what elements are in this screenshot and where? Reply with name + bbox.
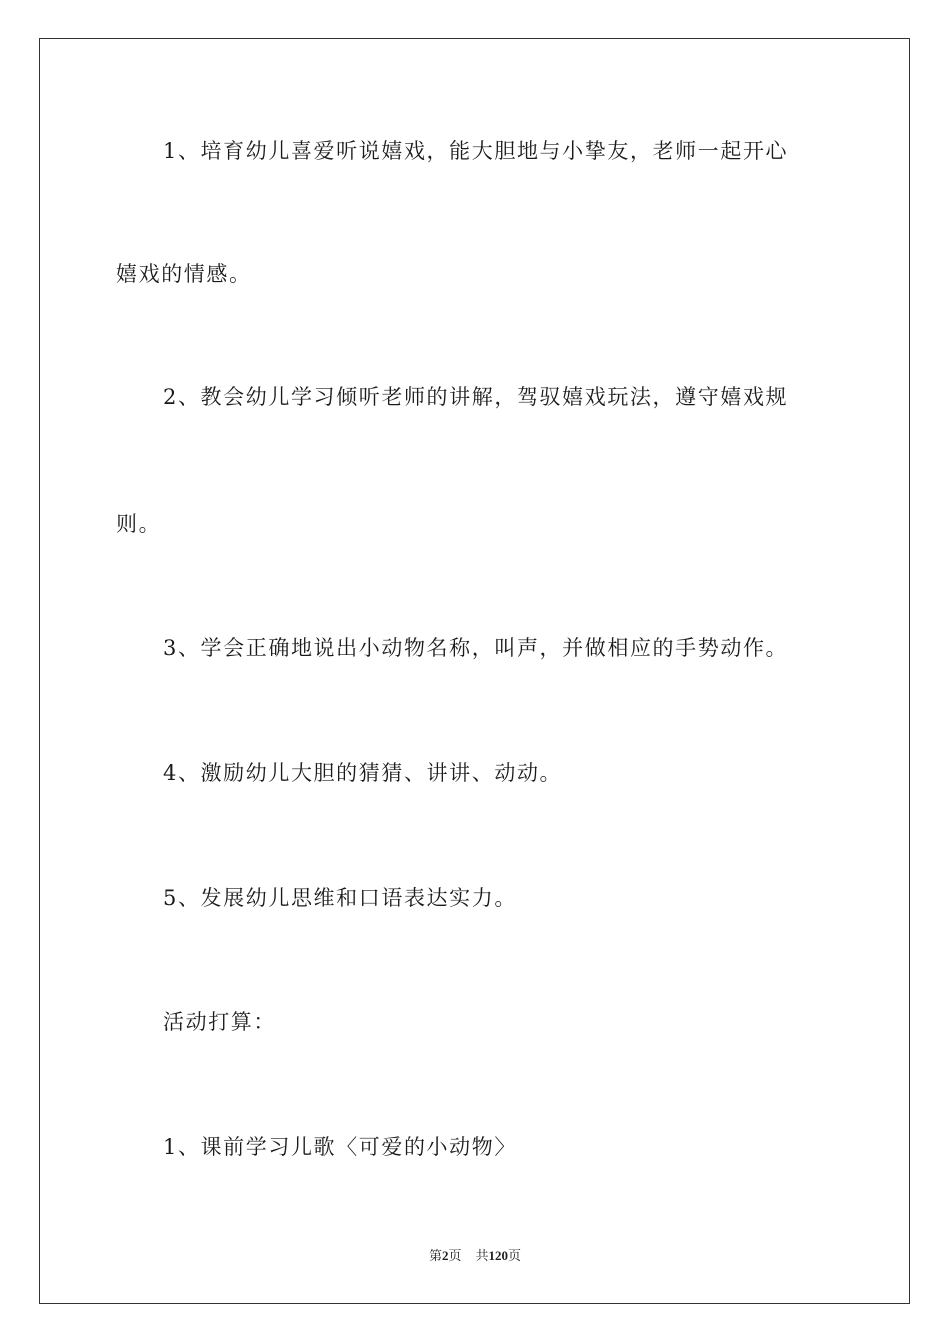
paragraph-line-5: 3、学会正确地说出小动物名称，叫声，并做相应的手势动作。 [163, 636, 789, 660]
footer-page-number: 2 [441, 1248, 449, 1263]
footer-total-prefix: 共 [475, 1248, 489, 1263]
page-footer [0, 1247, 950, 1265]
paragraph-line-4: 则。 [116, 512, 162, 536]
paragraph-line-9: 1、课前学习儿歌〈可爱的小动物〉 [163, 1135, 517, 1159]
footer-page-suffix: 页 [448, 1248, 462, 1263]
footer-total-suffix: 页 [508, 1248, 522, 1263]
paragraph-line-7: 5、发展幼儿思维和口语表达实力。 [163, 886, 517, 910]
page-border [39, 38, 910, 1304]
paragraph-line-3: 2、教会幼儿学习倾听老师的讲解，驾驭嬉戏玩法，遵守嬉戏规 [163, 385, 789, 409]
section-heading: 活动打算： [163, 1010, 276, 1034]
footer-total-pages: 120 [488, 1248, 509, 1263]
paragraph-line-6: 4、激励幼儿大胆的猜猜、讲讲、动动。 [163, 761, 563, 785]
paragraph-line-1: 1、培育幼儿喜爱听说嬉戏，能大胆地与小挚友，老师一起开心 [163, 139, 789, 163]
footer-page-prefix: 第 [428, 1248, 442, 1263]
paragraph-line-2: 嬉戏的情感。 [116, 262, 252, 286]
